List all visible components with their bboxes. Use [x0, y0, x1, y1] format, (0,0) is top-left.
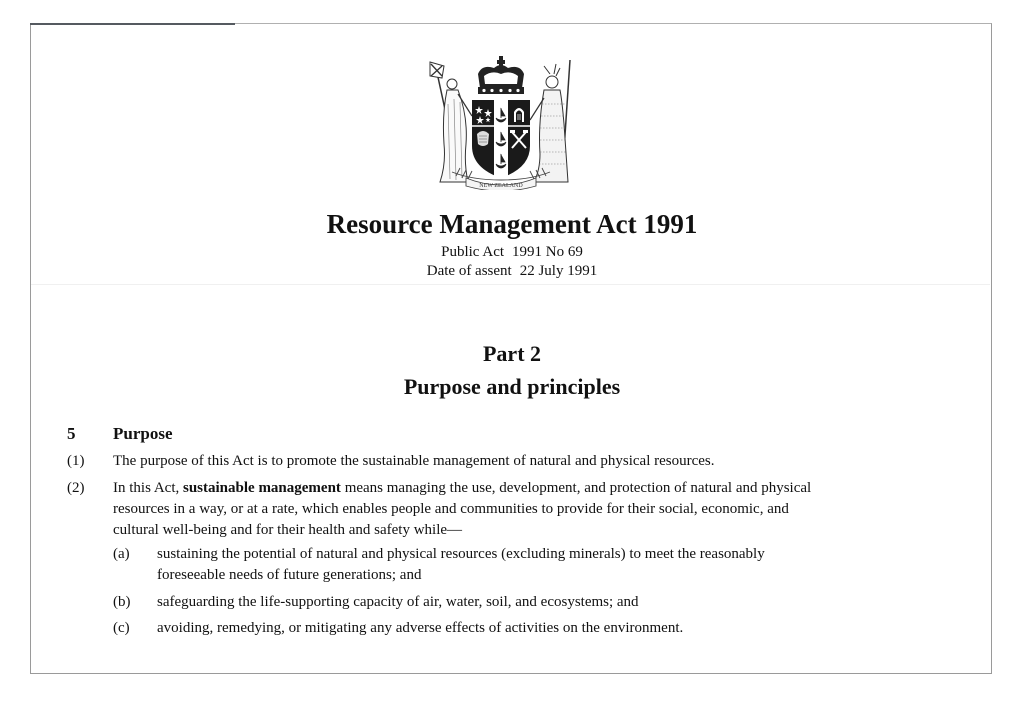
text-run: In this Act,: [113, 480, 183, 496]
paragraph-label-c: (c): [113, 620, 130, 636]
paragraph-c-line: avoiding, remedying, or mitigating any adverse effects of activities on the environment.: [157, 620, 684, 636]
subsection-2-line: resources in a way, or at a rate, which enables people and communities to provide for their social, economic, and: [113, 501, 789, 517]
page-top-edge: [30, 23, 235, 25]
act-title: Resource Management Act 1991: [326, 209, 698, 239]
public-act-value: 1991 No 69: [512, 244, 583, 260]
header-divider: [31, 284, 990, 285]
paragraph-text-b: [157, 592, 857, 613]
subsection-text-2: [113, 478, 913, 541]
defined-term: sustainable management: [183, 480, 341, 496]
assent-value: 22 July 1991: [519, 263, 598, 279]
paragraph-a-line: sustaining the potential of natural and physical resources (excluding minerals) to meet the reasonably: [157, 546, 765, 562]
shield-icon: [472, 100, 530, 178]
assent-row: [0, 262, 1024, 281]
paragraph-label-a: (a): [113, 546, 130, 562]
paragraph-label-b: (b): [113, 594, 131, 610]
paragraph-a-line: foreseeable needs of future generations; and: [157, 567, 422, 583]
part-number: Part 2: [482, 341, 542, 366]
public-act-row: [0, 243, 1024, 262]
subsection-2-line: cultural well-being and for their health and safety while—: [113, 522, 463, 538]
public-act-label: Public Act: [441, 244, 505, 260]
subsection-text-1: [113, 451, 913, 472]
paragraph-text-c: [157, 618, 857, 639]
subsection-2-line: [113, 478, 913, 499]
text-run: means managing the use, development, and protection of natural and physical: [340, 480, 812, 496]
zealandia-figure-icon: [430, 62, 472, 182]
section-title: Purpose: [113, 424, 173, 443]
subsection-label-1: (1): [67, 453, 85, 469]
coat-of-arms-emblem: [422, 54, 580, 190]
crown-icon: [478, 56, 524, 94]
paragraph-b-line: safeguarding the life-supporting capacity of air, water, soil, and ecosystems; and: [157, 594, 639, 610]
assent-label: Date of assent: [426, 263, 512, 279]
part-title: Purpose and principles: [403, 374, 621, 399]
section-number: 5: [67, 424, 76, 443]
subsection-1-line: The purpose of this Act is to promote the sustainable management of natural and physical resources.: [113, 453, 715, 469]
maori-figure-icon: [530, 60, 570, 182]
paragraph-text-a: [157, 544, 857, 586]
emblem-banner-text: NEW ZEALAND: [479, 183, 523, 189]
subsection-label-2: (2): [67, 480, 85, 496]
